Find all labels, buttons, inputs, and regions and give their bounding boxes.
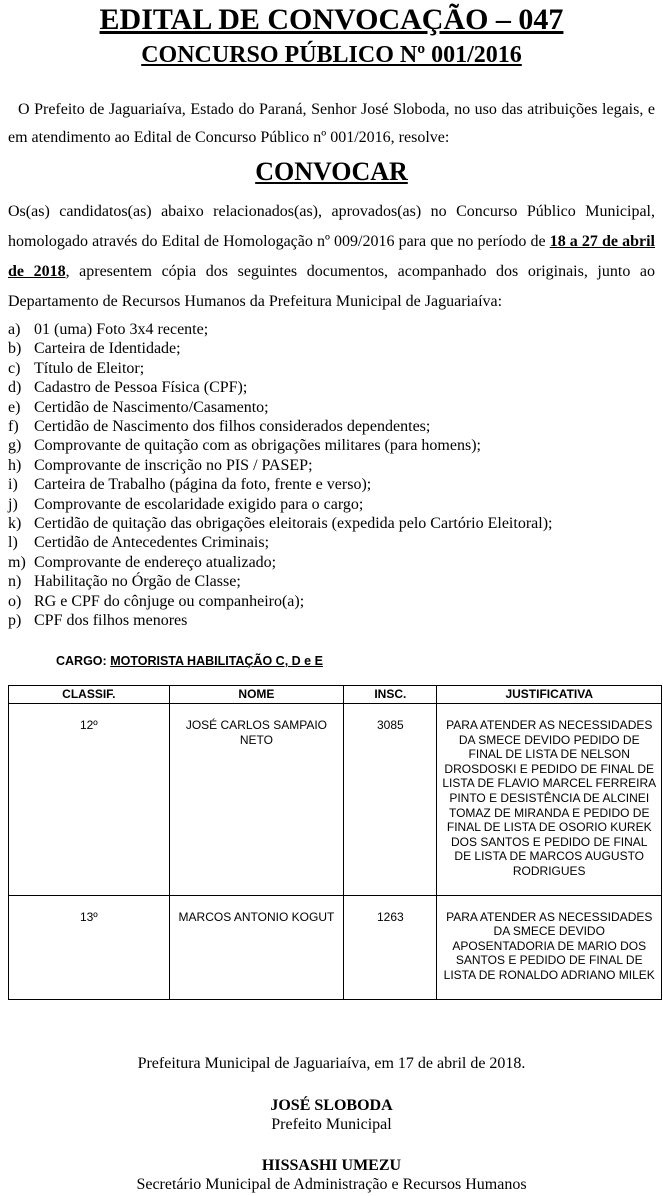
list-item-marker: a) [8, 321, 21, 338]
cell-classif: 13º [9, 895, 170, 999]
list-item-text: RG e CPF do cônjuge ou companheiro(a); [34, 592, 305, 610]
signer1-name: JOSÉ SLOBODA [270, 1097, 393, 1114]
list-item [8, 572, 655, 591]
header-classif: CLASSIF. [9, 686, 170, 704]
list-item [8, 533, 655, 552]
cargo-label: CARGO: [56, 654, 107, 668]
list-item [8, 320, 655, 339]
body-text-part1: Os(as) candidatos(as) abaixo relacionados(as), aprovados(as) no Concurso Público Municipal, homologado através do Edital de Homologação nº 009/2016 para que no período de [8, 203, 655, 250]
list-item [8, 398, 655, 417]
list-item-marker: g) [8, 437, 22, 455]
list-item-text: Comprovante de quitação com as obrigações militares (para homens); [34, 437, 481, 455]
cell-nome: MARCOS ANTONIO KOGUT [169, 895, 344, 999]
table-row [9, 704, 662, 896]
list-item-text: Certidão de Nascimento dos filhos considerados dependentes; [34, 418, 431, 436]
header-nome: NOME [169, 686, 344, 704]
list-item-text: Certidão de quitação das obrigações eleitorais (expedida pelo Cartório Eleitoral); [34, 515, 553, 533]
signer1-role: Prefeito Municipal [271, 1116, 392, 1133]
list-item [8, 553, 655, 572]
list-item-text: Carteira de Identidade; [34, 340, 181, 358]
body-text-part2: , apresentem cópia dos seguintes documentos, acompanhado dos originais, junto ao Departamento de Recursos Humanos da Prefeitura Municipal de Jaguariaíva: [8, 263, 656, 310]
list-item-marker: b) [8, 340, 22, 358]
body-paragraph [8, 197, 655, 317]
list-item-text: Comprovante de escolaridade exigido para o cargo; [34, 495, 364, 513]
list-item-marker: j) [8, 495, 18, 513]
list-item [8, 495, 655, 514]
list-item-text: CPF dos filhos menores [34, 612, 188, 630]
list-item-marker: o) [8, 592, 22, 610]
cell-justificativa: PARA ATENDER AS NECESSIDADES DA SMECE DEVIDO APOSENTADORIA DE MARIO DOS SANTOS E PEDIDO DE FINAL DE LISTA DE RONALDO ADRIANO MILEK [437, 895, 662, 999]
list-item-text: Habilitação no Órgão de Classe; [34, 573, 241, 591]
list-item-text: Comprovante de endereço atualizado; [34, 553, 277, 571]
list-item [8, 436, 655, 455]
signer2-role: Secretário Municipal de Administração e Recursos Humanos [136, 1176, 527, 1193]
list-item [8, 611, 655, 630]
cargo-line [56, 654, 323, 668]
list-item [8, 475, 655, 494]
list-item-marker: f) [8, 418, 19, 436]
list-item [8, 417, 655, 436]
list-item [8, 339, 655, 358]
documents-list [8, 320, 655, 631]
list-item-marker: c) [8, 359, 21, 377]
list-item-marker: k) [8, 515, 22, 533]
cell-classif: 12º [9, 704, 170, 896]
document-subtitle: CONCURSO PÚBLICO Nº 001/2016 [141, 42, 522, 68]
document-title: EDITAL DE CONVOCAÇÃO – 047 [99, 3, 564, 36]
cell-nome: JOSÉ CARLOS SAMPAIO NETO [169, 704, 344, 896]
cargo-value: MOTORISTA HABILITAÇÃO C, D e E [110, 654, 323, 668]
list-item-text: 01 (uma) Foto 3x4 recente; [34, 321, 209, 338]
table-row [9, 895, 662, 999]
list-item [8, 592, 655, 611]
list-item-marker: n) [8, 573, 22, 591]
convocar-heading: CONVOCAR [255, 157, 408, 186]
intro-paragraph: O Prefeito de Jaguariaíva, Estado do Paraná, Senhor José Sloboda, no uso das atribuições legais, e em atendimento ao Edital de Concurso Público nº 001/2016, resolve: [8, 101, 655, 146]
cell-justificativa: PARA ATENDER AS NECESSIDADES DA SMECE DEVIDO PEDIDO DE FINAL DE LISTA DE NELSON DROSDOSKI E PEDIDO DE FINAL DE LISTA DE FLAVIO MARCEL FERREIRA PINTO E DESISTÊNCIA DE ALCINEI TOMAZ DE MIRANDA E PEDIDO DE FINAL DE LISTA DE OSORIO KUREK DOS SANTOS E PEDIDO DE FINAL DE LISTA DE MARCOS AUGUSTO RODRIGUES [437, 704, 662, 896]
list-item-marker: l) [8, 534, 18, 552]
list-item-text: Certidão de Nascimento/Casamento; [34, 398, 269, 416]
header-justificativa: JUSTIFICATIVA [437, 686, 662, 704]
place-date: Prefeitura Municipal de Jaguariaíva, em 17 de abril de 2018. [137, 1055, 526, 1072]
list-item-text: Comprovante de inscrição no PIS / PASEP; [34, 456, 313, 474]
list-item [8, 456, 655, 475]
header-insc: INSC. [344, 686, 437, 704]
list-item-text: Certidão de Antecedentes Criminais; [34, 534, 270, 552]
list-item-text: Cadastro de Pessoa Física (CPF); [34, 379, 248, 397]
list-item-marker: i) [8, 476, 18, 494]
list-item-marker: m) [8, 553, 26, 571]
candidates-table [8, 685, 662, 1000]
list-item [8, 378, 655, 397]
period-dates: 18 a 27 de abril de 2018 [8, 233, 656, 280]
list-item-marker: e) [8, 398, 21, 416]
list-item-marker: d) [8, 379, 22, 397]
list-item-marker: p) [8, 612, 22, 630]
list-item-text: Título de Eleitor; [34, 359, 145, 377]
list-item [8, 514, 655, 533]
list-item-marker: h) [8, 456, 22, 474]
list-item [8, 359, 655, 378]
signer2-name: HISSASHI UMEZU [261, 1157, 402, 1174]
table-header-row [9, 686, 662, 704]
cell-insc: 1263 [344, 895, 437, 999]
cell-insc: 3085 [344, 704, 437, 896]
list-item-text: Carteira de Trabalho (página da foto, frente e verso); [34, 476, 372, 494]
